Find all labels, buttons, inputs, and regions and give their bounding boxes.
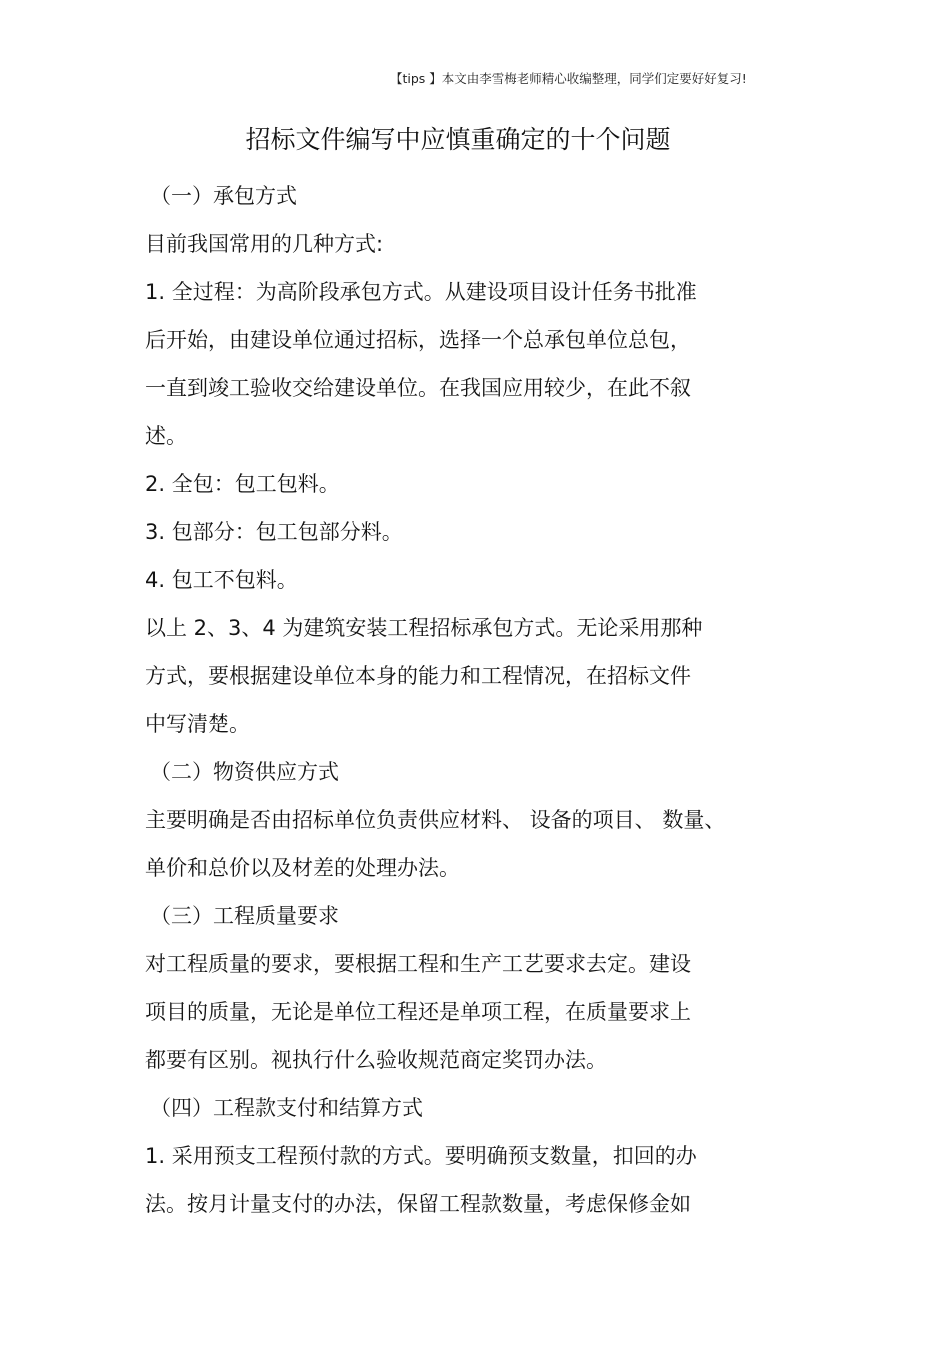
- paragraph-line: 中写清楚。: [145, 712, 250, 736]
- paragraph-line: 主要明确是否由招标单位负责供应材料、 设备的项目、 数量、: [145, 808, 726, 832]
- paragraph-line: 1. 全过程：为高阶段承包方式。从建设项目设计任务书批准: [145, 280, 697, 304]
- paragraph-line: 4. 包工不包料。: [145, 568, 298, 592]
- section-heading: （二）物资供应方式: [150, 760, 339, 784]
- paragraph-line: 3. 包部分：包工包部分料。: [145, 520, 403, 544]
- section-heading: （四）工程款支付和结算方式: [150, 1096, 423, 1120]
- document-title: 招标文件编写中应慎重确定的十个问题: [245, 125, 671, 154]
- paragraph-line: 述。: [145, 424, 187, 448]
- paragraph-line: 都要有区别。视执行什么验收规范商定奖罚办法。: [145, 1048, 607, 1072]
- paragraph-line: 单价和总价以及材差的处理办法。: [145, 856, 460, 880]
- paragraph-line: 后开始，由建设单位通过招标，选择一个总承包单位总包，: [145, 328, 691, 352]
- paragraph-line: 以上 2、3、4 为建筑安装工程招标承包方式。无论采用那种: [145, 616, 703, 640]
- paragraph-line: 2. 全包：包工包料。: [145, 472, 340, 496]
- paragraph-line: 1. 采用预支工程预付款的方式。要明确预支数量，扣回的办: [145, 1144, 697, 1168]
- paragraph-line: 项目的质量，无论是单位工程还是单项工程，在质量要求上: [145, 1000, 691, 1024]
- section-heading: （一）承包方式: [150, 184, 297, 208]
- section-heading: （三）工程质量要求: [150, 904, 339, 928]
- paragraph-line: 方式，要根据建设单位本身的能力和工程情况，在招标文件: [145, 664, 691, 688]
- paragraph-line: 一直到竣工验收交给建设单位。在我国应用较少，在此不叙: [145, 376, 691, 400]
- paragraph-line: 目前我国常用的几种方式:: [145, 232, 384, 256]
- paragraph-line: 法。按月计量支付的办法，保留工程款数量，考虑保修金如: [145, 1192, 691, 1216]
- paragraph-line: 对工程质量的要求，要根据工程和生产工艺要求去定。建设: [145, 952, 691, 976]
- header-tips: 【tips 】本文由李雪梅老师精心收编整理，同学们定要好好复习!: [390, 71, 747, 86]
